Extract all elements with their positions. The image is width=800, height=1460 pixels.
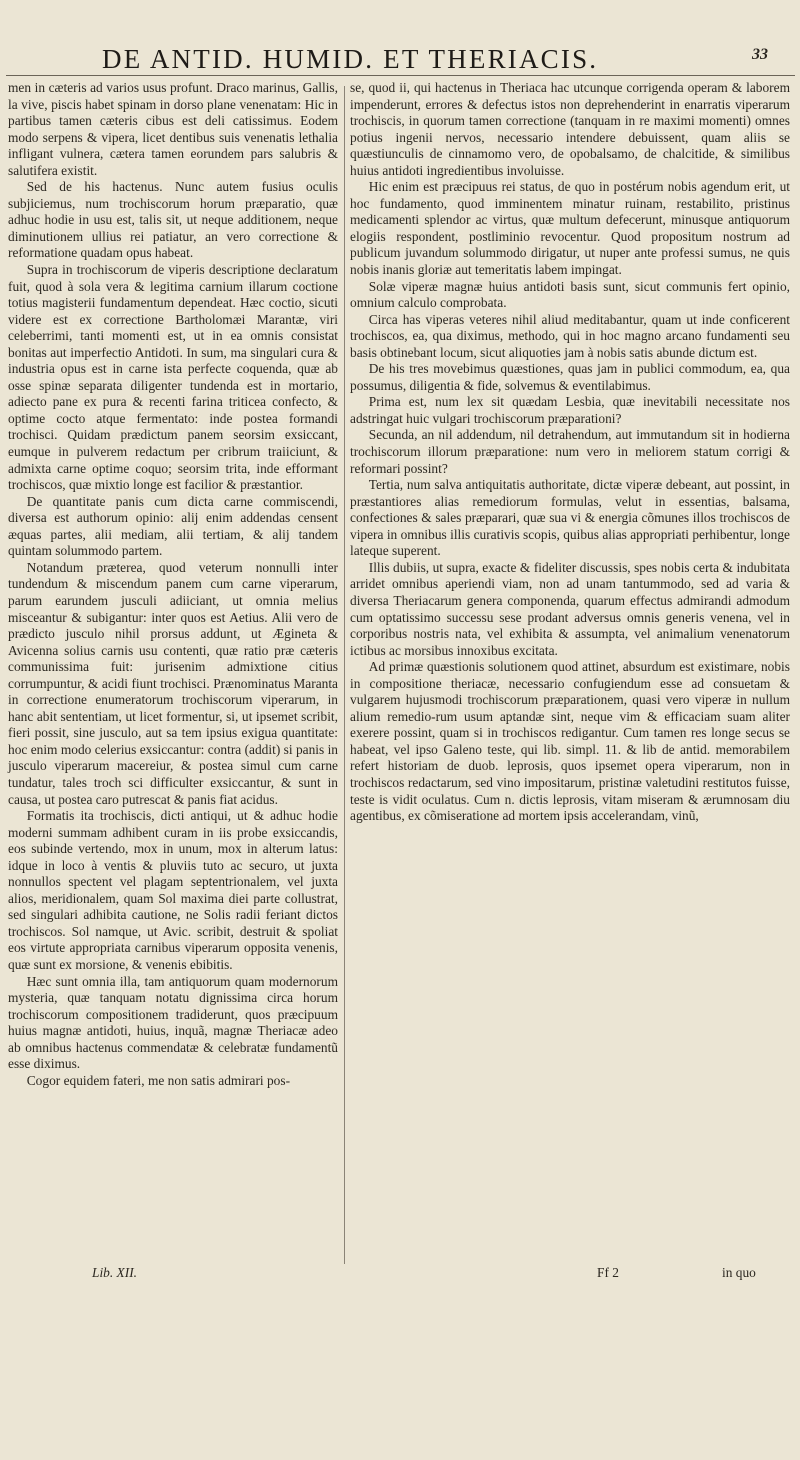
paragraph: Secunda, an nil addendum, nil detrahendum, aut immutandum sit in hodierna trochiscorum illorum præparatione: num vero in meliorem statum corrigi & reformari possint? — [350, 427, 790, 476]
header-rule — [6, 75, 795, 76]
paragraph: Illis dubiis, ut supra, exacte & fideliter discussis, spes nobis certa & indubitata arridet omnibus aperiendi viam, non ad unam tantummodo, sed ad varia & diversa Theriacarum genera componenda, quarum effectus admirandi admodum cum optatissimo successu sese prodant adversus omnis generis venena, vel in corporibus nostris nata, vel exhibita & assumpta, vel animalium venenatorum ictibus ac morsibus innoxibus excitata. — [350, 559, 790, 658]
paragraph: Tertia, num salva antiquitatis authoritate, dictæ viperæ debeant, aut possint, in præstantiores alias remediorum formulas, velut in essentias, balsama, confectiones & sales præparari, quæ sua vi & energia cõmunes illos trochiscos de vipera in omnibus illis curativis scopis, quibus alias appropriati perhibentur, longe lateque superent. — [350, 477, 790, 559]
page-footer — [0, 1265, 800, 1295]
paragraph: men in cæteris ad varios usus profunt. Draco marinus, Gallis, la vive, piscis habet spinam in dorso plane venenatam: Hic in partibus tamen cæteris cibus est deli catissimus. Eodem modo serpens & vipera, licet dentibus suis venenatis lethalia infligant vulnera, cætera tamen eorundem pars salubris & salutifera existit. — [8, 80, 338, 178]
paragraph: se, quod ii, qui hactenus in Theriaca hac utcunque corrigenda operam & laborem impenderunt, errores & defectus istos non deprehenderint in enarratis viperarum trochiscis, in quorum tamen correctione (tanquam in re maximi momenti) omnes potius ingenii nervos, necessario intendere debuissent, quam aliis se quæstiunculis de cinnamomo vero, de opobalsamo, de chalcitide, & similibus huius antidoti ingredientibus involuisse. — [350, 80, 790, 178]
page-number: 33 — [752, 46, 768, 63]
running-head: DE ANTID. HUMID. ET THERIACIS. — [102, 44, 599, 74]
book-label: Lib. XII. — [92, 1265, 138, 1280]
paragraph: Notandum præterea, quod veterum nonnulli inter tundendum & miscendum panem cum carne viperarum, parum earundem jusculi adiiciant, ut omnia melius misceantur & subigantur: inter quos est Aetius. Alii vero de prædicto jusculo nihil prorsus addunt, ut Ægineta & Avicenna solius carnis usu contenti, quæ ratio præ cæteris communissima fuit: jurisenim admixtione citius corrumpuntur, & acidi fiunt trochisci. Prænominatus Maranta in correctione enumeratorum trochiscorum viperarum, in hanc abit sententiam, ut licet formentur, si, ut ipsemet scribit, fieri possit, sine jusculo, aut sa tem ipsius exigua quantitate: hoc enim modo celerius exsiccantur: contra (addit) si panis in jusculo viperarum macereiur, & postea simul cum carne tundatur, tales troch sci difficulter exsiccantur, & sunt in causa, ut postea caro putrescat & panis fiat acidus. — [8, 559, 338, 807]
paragraph: Solæ viperæ magnæ huius antidoti basis sunt, sicut communis fert opinio, omnium calculo comprobata. — [350, 278, 790, 311]
paragraph: Hæc sunt omnia illa, tam antiquorum quam modernorum mysteria, quæ tanquam notatu dignissima circa horum trochiscorum compositionem tradiderunt, quos præcipuum huius magnæ antidoti, huius, inquã, magnæ Theriacæ adeo ab omnibus hactenus commendatæ & celebratæ fundamentũ esse diximus. — [8, 973, 338, 1072]
page-header — [0, 44, 800, 84]
catchword: in quo — [722, 1265, 756, 1280]
paragraph: De quantitate panis cum dicta carne commiscendi, diversa est authorum opinio: alij enim addendas censent æquas partes, alii mediam, alii tertiam, & alij tandem quintam solummodo partem. — [8, 493, 338, 559]
signature-mark: Ff 2 — [597, 1265, 619, 1280]
paragraph: De his tres movebimus quæstiones, quas jam in publici commodum, ea, qua possumus, diligentia & fide, solvemus & eventilabimus. — [350, 361, 790, 393]
paragraph: Ad primæ quæstionis solutionem quod attinet, absurdum est existimare, nobis in compositione theriacæ, necessario confugiendum esse ad consuetam & vulgarem hujusmodi trochiscorum præparationem, quasi vero viperæ in nullum alium remedio-rum usum aptandæ sint, neque vim & efficaciam suam aliter exerere possint, quam si in trochiscos redigantur. Cum tamen res longe secus se habeat, vel ipso Galeno teste, qui lib. simpl. 11. & lib de antid. memorabilem refert historiam de duob. leprosis, quos ipsemet opera viperarum, non in trochiscos redactarum, sed vino impositarum, pristinæ valetudini restitutos fuisse, teste is vidit oculatus. Cum n. dictis leprosis, vitam miseram & ærumnosam diu agentibus, ex cõmiseratione ad mortem ipsis accelerandam, vinũ, — [350, 659, 790, 824]
paragraph: Formatis ita trochiscis, dicti antiqui, ut & adhuc hodie moderni summam adhibent curam in iis probe exsiccandis, eos subinde vertendo, mox in unum, mox in alterum latus: idque in loco à ventis & pluviis tuto ac securo, ut juxta nonnullos spectent vel plagam septentrionalem, vel juxta alios, meridionalem, quam Sol maxima diei parte collustrat, sed singulari adhibita cautione, ne Solis radii feriant dictos trochiscos. Sol namque, ut Avic. scribit, destruit & spoliat eos virtute appropriata carnibus viperarum opposita venenis, quæ sunt ex morsione, & venenis ebibitis. — [8, 808, 338, 972]
left-column — [8, 80, 338, 1089]
paragraph: Sed de his hactenus. Nunc autem fusius oculis subjiciemus, num trochiscorum horum præparatio, quæ adhuc hodie in usu est, talis sit, ut neque additionem, neque diminutionem ullius rei patiatur, an vero correctione & reformatione quadam opus habeat. — [8, 179, 338, 261]
paragraph: Hic enim est præcipuus rei status, de quo in postérum nobis agendum erit, ut hoc fundamento, quod imminentem minatur ruinam, restabilito, pristinus medicamenti splendor ac virtus, quæ multum defecerunt, minusque antiquorum elogiis respondent, postliminio revocentur. Quod propositum nostrum ad publicum juvandum solummodo dirigatur, ut nuper ante professi sumus, ne quis nobis inanis gloriæ aut temeritatis labem impingat. — [350, 179, 790, 278]
paragraph: Prima est, num lex sit quædam Lesbia, quæ inevitabili necessitate nos adstringat huic vulgari trochiscorum præparationi? — [350, 394, 790, 426]
paragraph: Circa has viperas veteres nihil aliud meditabantur, quam ut inde conficerent trochiscos, ea, qua diximus, methodo, qui in hoc magno arcano fundamenti seu basis obtinebant locum, sicut aliquoties jam à nobis satis abunde dictum est. — [350, 311, 790, 360]
paragraph: Cogor equidem fateri, me non satis admirari pos- — [26, 1072, 291, 1088]
right-column — [350, 80, 790, 825]
column-divider — [344, 86, 345, 1264]
paragraph: Supra in trochiscorum de viperis descriptione declaratum fuit, quod à sola vera & legitima carnium illarum coctione totius magisterii fundamentum dependeat. Hæc coctio, sicuti videre est ex correctione Bartholomæi Marantæ, viri celeberrimi, tanti momenti est, ut in ea omnis consistat bonitas aut imperfectio Antidoti. In sum, ma singulari cura & industria opus est in carne ista perfecte coquenda, quæ ab osse spinæ separata diligenter tundenda est in mortario, adiecto pane ex pura & recenti farina triticea confecto, & optime cocto atque fermentato: inde postea formandi trochisci. Quidam prædictum panem seorsim exsiccant, eumque in pulverem redactum per cribrum traiiciunt, & admixta carne optime coquo; seorsim trita, inde efformant trochiscos, quæ mixtio longe est facilior & præstantior. — [8, 262, 338, 493]
